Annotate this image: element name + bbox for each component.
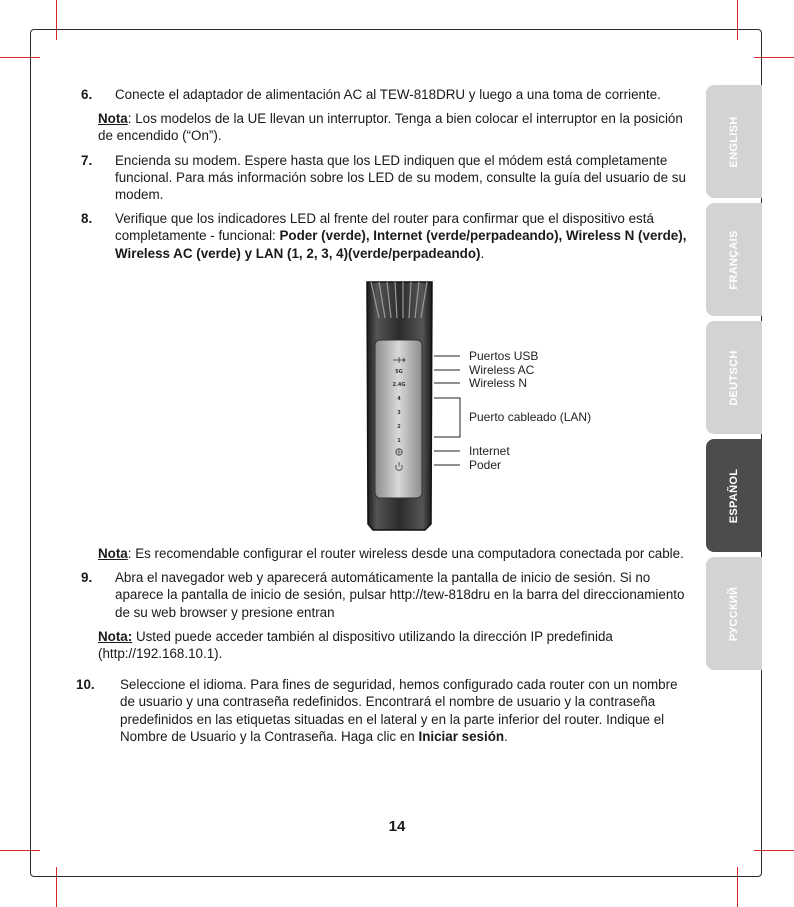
step-8 [81, 210, 696, 262]
label-internet: Internet [469, 444, 510, 458]
led-lan-1: 1 [397, 438, 401, 444]
callout-lines [434, 356, 460, 465]
router-front-figure [365, 278, 605, 534]
router-body [367, 282, 432, 530]
step-text-end: . [504, 728, 508, 744]
note-label: Nota [98, 546, 128, 561]
step-9 [81, 569, 696, 621]
note-text: : Los modelos de la UE llevan un interruptor. Tenga a bien colocar el interruptor en la posición de encendido (“On”). [98, 111, 683, 144]
step-6 [81, 86, 696, 103]
label-wireless-ac: Wireless AC [469, 363, 535, 377]
label-power: Poder [469, 458, 502, 472]
globe-icon [396, 449, 402, 455]
instructions [81, 86, 696, 269]
step-text: Seleccione el idioma. Para fines de seguridad, hemos configurado cada router con un nombre de usuario y una contraseña redefinidos. Encontrará el nombre de usuario y la contraseña predefinidos en las etiquetas situadas en el lateral y en la parte inferior del router. Indique el Nombre de Usuario y la Contraseña. Haga clic en [120, 677, 678, 744]
instructions-continued [76, 545, 696, 752]
page-number: 14 [388, 818, 406, 835]
label-lan: Puerto cableado (LAN) [469, 410, 592, 424]
step-text: Verifique que los indicadores LED al frente del router para confirmar que el dispositivo está completamente - funcional: [115, 211, 654, 244]
step-number: 10. [76, 677, 95, 693]
led-lan-4: 4 [397, 396, 401, 402]
tab-francais[interactable] [706, 203, 762, 316]
step-text: Abra el navegador web y aparecerá automáticamente la pantalla de inicio de sesión. Si no aparece la pantalla de inicio de sesión, pulsar http://tew-818dru en la barra del direccionamiento de su web browser y presione entran [115, 570, 685, 620]
tab-english[interactable] [706, 85, 762, 198]
led-status-list: Poder (verde), Internet (verde/perpadeando), Wireless N (verde), Wireless AC (verde) y LAN (1, 2, 3, 4)(verde/perpadeando) [115, 228, 687, 261]
led-lan-3: 3 [397, 410, 401, 416]
tab-label: ESPAÑOL [728, 468, 740, 523]
note-2 [98, 545, 696, 562]
led-lan-2: 2 [397, 424, 401, 430]
tab-russian[interactable] [706, 557, 762, 670]
step-text: Conecte el adaptador de alimentación AC al TEW-818DRU y luego a una toma de corriente. [115, 87, 661, 102]
tab-label: ENGLISH [728, 116, 740, 167]
note-label: Nota: [98, 628, 133, 644]
tab-label: DEUTSCH [728, 349, 740, 406]
step-text-end: . [480, 245, 485, 261]
login-button-reference: Iniciar sesión [418, 728, 505, 744]
led-5g: 5G [395, 369, 403, 375]
step-number: 8. [81, 211, 93, 227]
step-10 [76, 676, 696, 745]
label-usb-ports: Puertos USB [469, 349, 539, 363]
step-text: Encienda su modem. Espere hasta que los LED indiquen que el módem está completamente funcional. Para más información sobre los LED de su modem, consulte la guía del usuario de su modem. [115, 152, 686, 203]
label-wireless-n: Wireless N [469, 376, 528, 390]
tab-espanol[interactable] [706, 439, 762, 552]
note-text: Usted puede acceder también al dispositivo utilizando la dirección IP predefinida (http://192.168.10.1). [98, 628, 613, 662]
note-1 [98, 110, 696, 144]
note-3 [98, 628, 696, 662]
tab-label: РУССКИЙ [728, 586, 740, 641]
step-number: 9. [81, 570, 93, 586]
note-label: Nota [98, 111, 128, 127]
step-7 [81, 152, 696, 204]
callout-labels [469, 349, 591, 472]
led-24g: 2.4G [392, 382, 406, 388]
note-text: : Es recomendable configurar el router wireless desde una computadora conectada por cable. [127, 546, 684, 561]
step-number: 6. [81, 87, 93, 102]
step-number: 7. [81, 152, 93, 168]
tab-label: FRANÇAIS [728, 229, 740, 290]
tab-deutsch[interactable] [706, 321, 762, 434]
